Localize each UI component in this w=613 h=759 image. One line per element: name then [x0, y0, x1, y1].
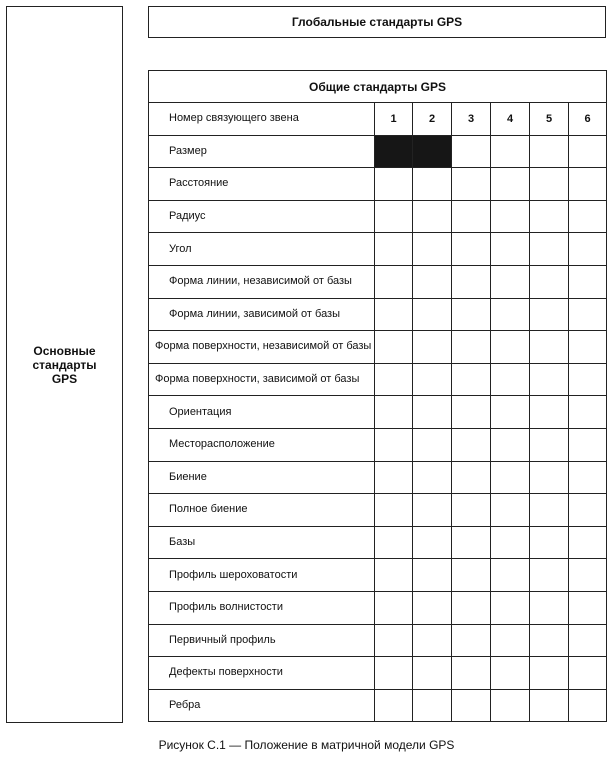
matrix-cell [530, 331, 569, 364]
matrix-cell [413, 233, 452, 266]
matrix-cell [413, 265, 452, 298]
matrix-cell [452, 559, 491, 592]
matrix-cell [375, 331, 413, 364]
matrix-cell [491, 265, 530, 298]
matrix-cell [530, 396, 569, 429]
table-row [149, 428, 607, 461]
matrix-cell [569, 689, 607, 722]
matrix-cell [452, 624, 491, 657]
matrix-cell [530, 200, 569, 233]
column-number: 2 [413, 103, 452, 136]
matrix-cell [569, 396, 607, 429]
matrix-cell [530, 298, 569, 331]
row-label: Ориентация [149, 396, 375, 429]
table-row [149, 363, 607, 396]
gps-matrix-table [148, 70, 607, 722]
matrix-cell [375, 591, 413, 624]
matrix-cell [569, 265, 607, 298]
matrix-cell [452, 689, 491, 722]
row-label: Профиль волнистости [149, 591, 375, 624]
matrix-cell [452, 526, 491, 559]
row-label: Профиль шероховатости [149, 559, 375, 592]
matrix-cell [375, 526, 413, 559]
matrix-cell [413, 689, 452, 722]
matrix-cell [452, 200, 491, 233]
matrix-cell [530, 624, 569, 657]
matrix-cell [491, 135, 530, 168]
table-row [149, 265, 607, 298]
table-row [149, 657, 607, 690]
matrix-cell [375, 168, 413, 201]
figure-caption: Рисунок С.1 — Положение в матричной модели GPS [158, 738, 455, 752]
matrix-cell [452, 331, 491, 364]
matrix-cell [569, 461, 607, 494]
matrix-cell [375, 559, 413, 592]
matrix-cell [491, 624, 530, 657]
matrix-cell [375, 461, 413, 494]
matrix-cell [530, 233, 569, 266]
matrix-cell [569, 657, 607, 690]
matrix-cell [413, 624, 452, 657]
matrix-cell [569, 494, 607, 527]
matrix-cell [491, 331, 530, 364]
chain-link-header-row [149, 103, 607, 136]
basic-standards-panel [6, 6, 123, 723]
row-label: Базы [149, 526, 375, 559]
row-label: Месторасположение [149, 428, 375, 461]
matrix-cell [530, 428, 569, 461]
matrix-cell [452, 461, 491, 494]
matrix-cell [569, 363, 607, 396]
row-label: Дефекты поверхности [149, 657, 375, 690]
matrix-cell [413, 200, 452, 233]
matrix-cell [452, 657, 491, 690]
matrix-cell [530, 591, 569, 624]
matrix-cell [569, 135, 607, 168]
matrix-cell [413, 657, 452, 690]
matrix-cell [413, 526, 452, 559]
matrix-cell [375, 657, 413, 690]
matrix-cell [413, 363, 452, 396]
basic-standards-label [15, 344, 115, 386]
matrix-cell [569, 168, 607, 201]
matrix-cell [375, 363, 413, 396]
matrix-cell [530, 657, 569, 690]
column-number: 5 [530, 103, 569, 136]
matrix-cell [375, 428, 413, 461]
matrix-cell [491, 559, 530, 592]
table-row [149, 200, 607, 233]
row-label: Биение [149, 461, 375, 494]
table-row [149, 559, 607, 592]
matrix-cell [569, 526, 607, 559]
matrix-cell [569, 428, 607, 461]
row-label: Первичный профиль [149, 624, 375, 657]
matrix-cell [491, 657, 530, 690]
matrix-cell [530, 689, 569, 722]
matrix-cell [375, 689, 413, 722]
matrix-cell [375, 233, 413, 266]
chain-link-header-label: Номер связующего звена [149, 103, 375, 136]
table-row [149, 331, 607, 364]
matrix-cell [530, 494, 569, 527]
matrix-cell [491, 200, 530, 233]
matrix-cell [413, 591, 452, 624]
row-label: Форма линии, независимой от базы [149, 265, 375, 298]
matrix-cell [375, 624, 413, 657]
matrix-cell [413, 298, 452, 331]
matrix-cell [452, 265, 491, 298]
global-standards-box [148, 6, 606, 38]
matrix-cell [413, 428, 452, 461]
table-row [149, 624, 607, 657]
matrix-cell [413, 331, 452, 364]
row-label: Форма линии, зависимой от базы [149, 298, 375, 331]
matrix-cell [452, 233, 491, 266]
matrix-cell [491, 689, 530, 722]
table-row [149, 689, 607, 722]
table-row [149, 396, 607, 429]
matrix-cell [375, 200, 413, 233]
basic-standards-label-line-3: GPS [51, 371, 78, 386]
basic-standards-label-line-1: Основные [33, 343, 96, 358]
matrix-cell [491, 363, 530, 396]
matrix-cell [491, 168, 530, 201]
matrix-cell [530, 168, 569, 201]
row-label: Полное биение [149, 494, 375, 527]
matrix-cell [491, 494, 530, 527]
table-row [149, 494, 607, 527]
matrix-cell [569, 624, 607, 657]
table-row [149, 233, 607, 266]
matrix-cell-filled [375, 135, 413, 168]
matrix-cell [452, 298, 491, 331]
matrix-cell [569, 331, 607, 364]
row-label: Радиус [149, 200, 375, 233]
column-number: 6 [569, 103, 607, 136]
matrix-cell [375, 494, 413, 527]
row-label: Угол [149, 233, 375, 266]
table-row [149, 168, 607, 201]
matrix-cell [413, 396, 452, 429]
table-row [149, 298, 607, 331]
row-label: Расстояние [149, 168, 375, 201]
matrix-cell [452, 428, 491, 461]
matrix-cell [530, 135, 569, 168]
table-row [149, 461, 607, 494]
matrix-cell [452, 591, 491, 624]
matrix-cell [569, 200, 607, 233]
column-number: 4 [491, 103, 530, 136]
table-row [149, 591, 607, 624]
matrix-cell [413, 494, 452, 527]
matrix-cell [413, 559, 452, 592]
matrix-cell [569, 591, 607, 624]
matrix-cell [530, 363, 569, 396]
global-standards-title: Глобальные стандарты GPS [291, 15, 463, 29]
matrix-cell [569, 298, 607, 331]
row-label: Ребра [149, 689, 375, 722]
row-label: Размер [149, 135, 375, 168]
matrix-cell [491, 298, 530, 331]
matrix-cell [413, 461, 452, 494]
row-label: Форма поверхности, зависимой от базы [149, 363, 375, 396]
general-standards-title: Общие стандарты GPS [149, 71, 607, 103]
matrix-cell [491, 461, 530, 494]
matrix-cell [530, 265, 569, 298]
matrix-cell [491, 428, 530, 461]
column-number: 1 [375, 103, 413, 136]
matrix-cell [530, 559, 569, 592]
matrix-cell [413, 168, 452, 201]
matrix-cell [375, 265, 413, 298]
matrix-cell [491, 396, 530, 429]
table-row [149, 526, 607, 559]
matrix-cell [491, 233, 530, 266]
matrix-cell [569, 559, 607, 592]
matrix-cell [452, 135, 491, 168]
basic-standards-label-line-2: стандарты [32, 357, 97, 372]
matrix-cell [530, 526, 569, 559]
matrix-cell [491, 526, 530, 559]
matrix-cell [452, 363, 491, 396]
matrix-cell [452, 494, 491, 527]
matrix-cell [569, 233, 607, 266]
matrix-cell [375, 298, 413, 331]
matrix-cell [452, 168, 491, 201]
matrix-cell [491, 591, 530, 624]
matrix-cell-filled [413, 135, 452, 168]
matrix-cell [452, 396, 491, 429]
column-number: 3 [452, 103, 491, 136]
row-label: Форма поверхности, независимой от базы [149, 331, 375, 364]
matrix-cell [375, 396, 413, 429]
table-row [149, 135, 607, 168]
matrix-cell [530, 461, 569, 494]
